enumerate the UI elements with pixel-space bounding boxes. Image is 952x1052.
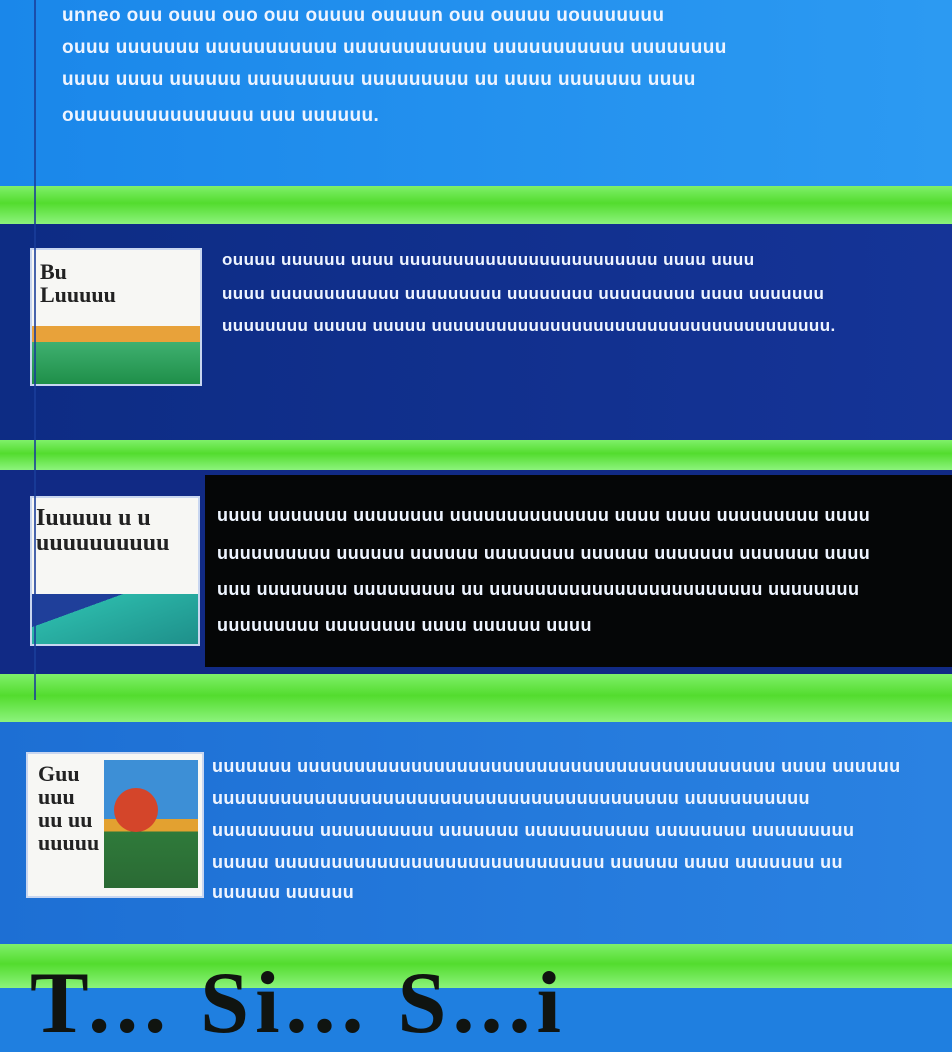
list-item: [0, 470, 952, 674]
item-text-panel: [205, 475, 952, 667]
item-line: uuuuuuuuu uuuuuuuuuu uuuuuuu uuuuuuuuuuu uuuuuuuu uuuuuuuuu: [212, 820, 855, 840]
item-line: uuuu uuuuuuu uuuuuuuu uuuuuuuuuuuuuu uuuu uuuu uuuuuuuuu uuuu: [217, 505, 871, 525]
item-line: uuu uuuuuuuu uuuuuuuuu uu uuuuuuuuuuuuuuuuuuuuuuuu uuuuuuuu: [217, 579, 860, 599]
header-block: [0, 0, 952, 186]
green-divider: [0, 440, 952, 470]
vertical-guide-line: [34, 0, 36, 700]
item-thumbnail: [26, 752, 204, 898]
header-line-4: ouuuuuuuuuuuuuuu uuu uuuuuu.: [62, 105, 380, 126]
list-item: [0, 722, 952, 944]
green-divider: [0, 674, 952, 722]
list-item: [0, 224, 952, 440]
item-line: uuuuuuuuuu uuuuuu uuuuuu uuuuuuuu uuuuuu uuuuuuu uuuuuuu uuuu: [217, 543, 871, 563]
footer-title: T... Si... S...i: [30, 955, 567, 1052]
header-line-2: ouuu uuuuuuu uuuuuuuuuuu uuuuuuuuuuuu uuuuuuuuuuu uuuuuuuu: [62, 37, 727, 58]
footer-band: [0, 944, 952, 1052]
item-thumbnail: [30, 248, 202, 386]
thumbnail-caption: Iuuuuu u u uuuuuuuuuu: [36, 505, 170, 557]
thumbnail-caption: Bu Luuuuu: [40, 259, 116, 308]
item-thumbnail: [30, 496, 200, 646]
item-line: uuuuuuuuuuuuuuuuuuuuuuuuuuuuuuuuuuuuuuuuu uuuuuuuuuuu: [212, 788, 810, 808]
item-line: ouuuu uuuuuu uuuu uuuuuuuuuuuuuuuuuuuuuuuu uuuu uuuu: [222, 250, 755, 269]
item-line: uuuu uuuuuuuuuuuu uuuuuuuuu uuuuuuuu uuuuuuuuu uuuu uuuuuuu: [222, 284, 825, 303]
item-line: uuuuuu uuuuuu: [212, 882, 355, 902]
item-line: uuuuuuuu uuuuu uuuuu uuuuuuuuuuuuuuuuuuuuuuuuuuuuuuuuuuuuu.: [222, 316, 836, 335]
item-line: uuuuu uuuuuuuuuuuuuuuuuuuuuuuuuuuuu uuuuuu uuuu uuuuuuu uu: [212, 852, 843, 872]
header-line-3: uuuu uuuu uuuuuu uuuuuuuuu uuuuuuuuu uu uuuu uuuuuuu uuuu: [62, 69, 696, 90]
thumbnail-caption: Guu uuu uu uu uuuuu: [38, 761, 100, 856]
green-divider: [0, 186, 952, 224]
item-line: uuuuuuu uuuuuuuuuuuuuuuuuuuuuuuuuuuuuuuuuuuuuuuuuu uuuu uuuuuu: [212, 756, 901, 776]
item-line: uuuuuuuuu uuuuuuuu uuuu uuuuuu uuuu: [217, 615, 592, 635]
header-line-1: unneo ouu ouuu ouo ouu ouuuu ouuuun ouu ouuuu uouuuuuuu: [62, 5, 665, 26]
